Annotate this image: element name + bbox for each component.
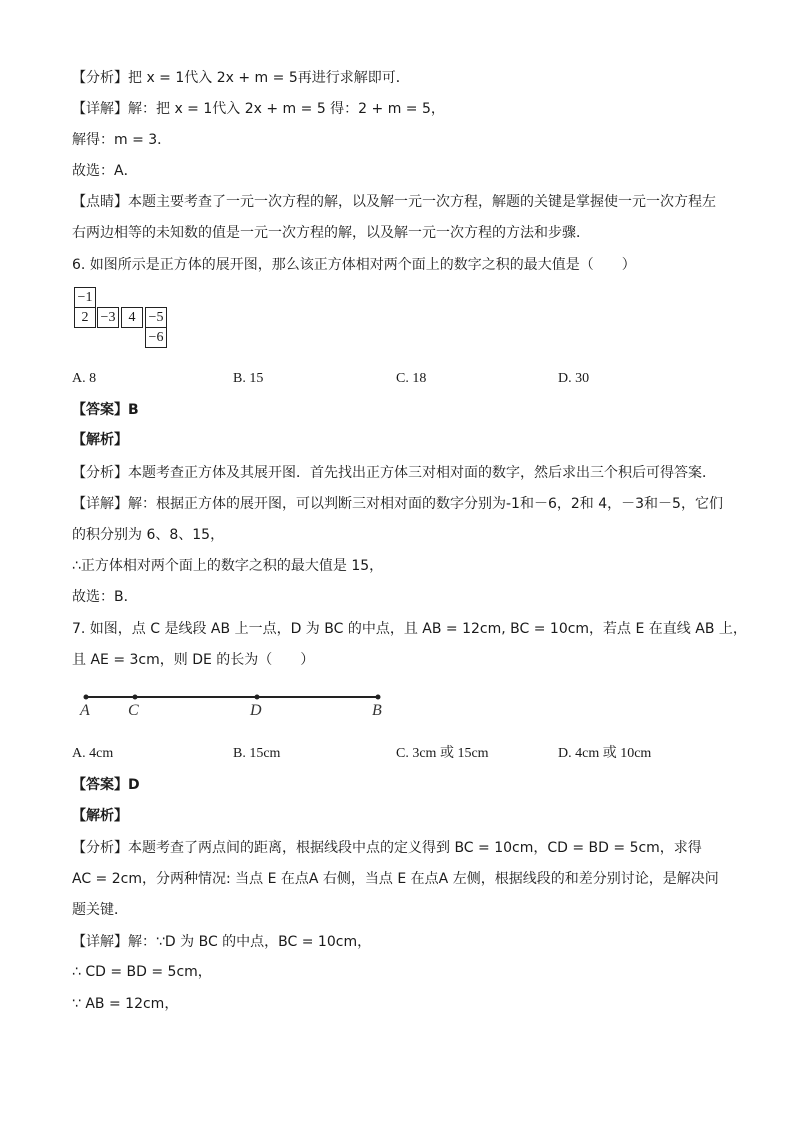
point-a bbox=[84, 695, 89, 700]
point-b bbox=[376, 695, 381, 700]
question-6: 6. 如图所示是正方体的展开图，那么该正方体相对两个面上的数字之积的最大值是（ ） bbox=[72, 257, 636, 273]
point-label-a: A bbox=[80, 702, 90, 719]
segment-svg bbox=[80, 688, 390, 728]
text-line: 【详解】解：∵D 为 BC 的中点，BC = 10cm， bbox=[72, 934, 372, 950]
answer-label: 【答案】D bbox=[72, 777, 140, 793]
point-c bbox=[133, 695, 138, 700]
q7-option-d: D. 4cm 或 10cm bbox=[558, 746, 652, 761]
text-line: 且 AE = 3cm，则 DE 的长为（ ） bbox=[72, 652, 315, 668]
text-line: 【详解】解：根据正方体的展开图，可以判断三对相对面的数字分别为-1和－6，2和 4，－3和－5，它们 bbox=[72, 496, 723, 512]
point-d bbox=[255, 695, 260, 700]
net-cell-bottom: −6 bbox=[145, 327, 167, 348]
text-line: ∴ CD = BD = 5cm， bbox=[72, 964, 212, 980]
net-cell: 2 bbox=[74, 307, 96, 328]
net-cell: −5 bbox=[145, 307, 167, 328]
analysis-label: 【解析】 bbox=[72, 808, 128, 824]
question-7: 7. 如图，点 C 是线段 AB 上一点，D 为 BC 的中点，且 AB = 12cm, BC = 10cm，若点 E 在直线 AB 上， bbox=[72, 621, 747, 637]
text-line: 故选：B． bbox=[72, 589, 138, 605]
text-line: 解得：m = 3． bbox=[72, 132, 172, 148]
cube-net-figure bbox=[74, 287, 170, 357]
point-label-b: B bbox=[372, 702, 382, 719]
line-segment-figure bbox=[80, 688, 390, 728]
text-line: ∵ AB = 12cm， bbox=[72, 996, 179, 1012]
text-line: AC = 2cm，分两种情况: 当点 E 在点A 右侧，当点 E 在点A 左侧，根据线段的和差分别讨论，是解决问 bbox=[72, 871, 719, 887]
q6-option-a: A. 8 bbox=[72, 371, 97, 386]
text-line: 【点睛】本题主要考查了一元一次方程的解，以及解一元一次方程，解题的关键是掌握使一元一次方程左 bbox=[72, 194, 716, 210]
text-line: 的积分别为 6、8、15， bbox=[72, 527, 225, 543]
q6-option-d: D. 30 bbox=[558, 371, 590, 386]
net-cell-top: −1 bbox=[74, 287, 96, 308]
point-label-c: C bbox=[128, 702, 139, 719]
text-line: 【分析】把 x = 1代入 2x + m = 5再进行求解即可． bbox=[72, 70, 410, 86]
text-line: 【分析】本题考查正方体及其展开图．首先找出正方体三对相对面的数字，然后求出三个积后可得答案． bbox=[72, 465, 716, 481]
answer-label: 【答案】B bbox=[72, 402, 139, 418]
q6-option-c: C. 18 bbox=[396, 371, 427, 386]
analysis-label: 【解析】 bbox=[72, 432, 128, 448]
q7-option-c: C. 3cm 或 15cm bbox=[396, 746, 489, 761]
text-line: 题关键． bbox=[72, 902, 128, 918]
text-line: 【分析】本题考查了两点间的距离，根据线段中点的定义得到 BC = 10cm，CD = BD = 5cm，求得 bbox=[72, 840, 702, 856]
net-cell: 4 bbox=[121, 307, 143, 328]
q7-option-a: A. 4cm bbox=[72, 746, 114, 761]
text-line: ∴正方体相对两个面上的数字之积的最大值是 15， bbox=[72, 558, 384, 574]
text-line: 右两边相等的未知数的值是一元一次方程的解，以及解一元一次方程的方法和步骤． bbox=[72, 225, 590, 241]
text-line: 【详解】解：把 x = 1代入 2x + m = 5 得：2 + m = 5， bbox=[72, 101, 445, 117]
net-cell: −3 bbox=[97, 307, 119, 328]
text-line: 故选：A． bbox=[72, 163, 138, 179]
point-label-d: D bbox=[250, 702, 262, 719]
q7-option-b: B. 15cm bbox=[233, 746, 281, 761]
q6-option-b: B. 15 bbox=[233, 371, 264, 386]
